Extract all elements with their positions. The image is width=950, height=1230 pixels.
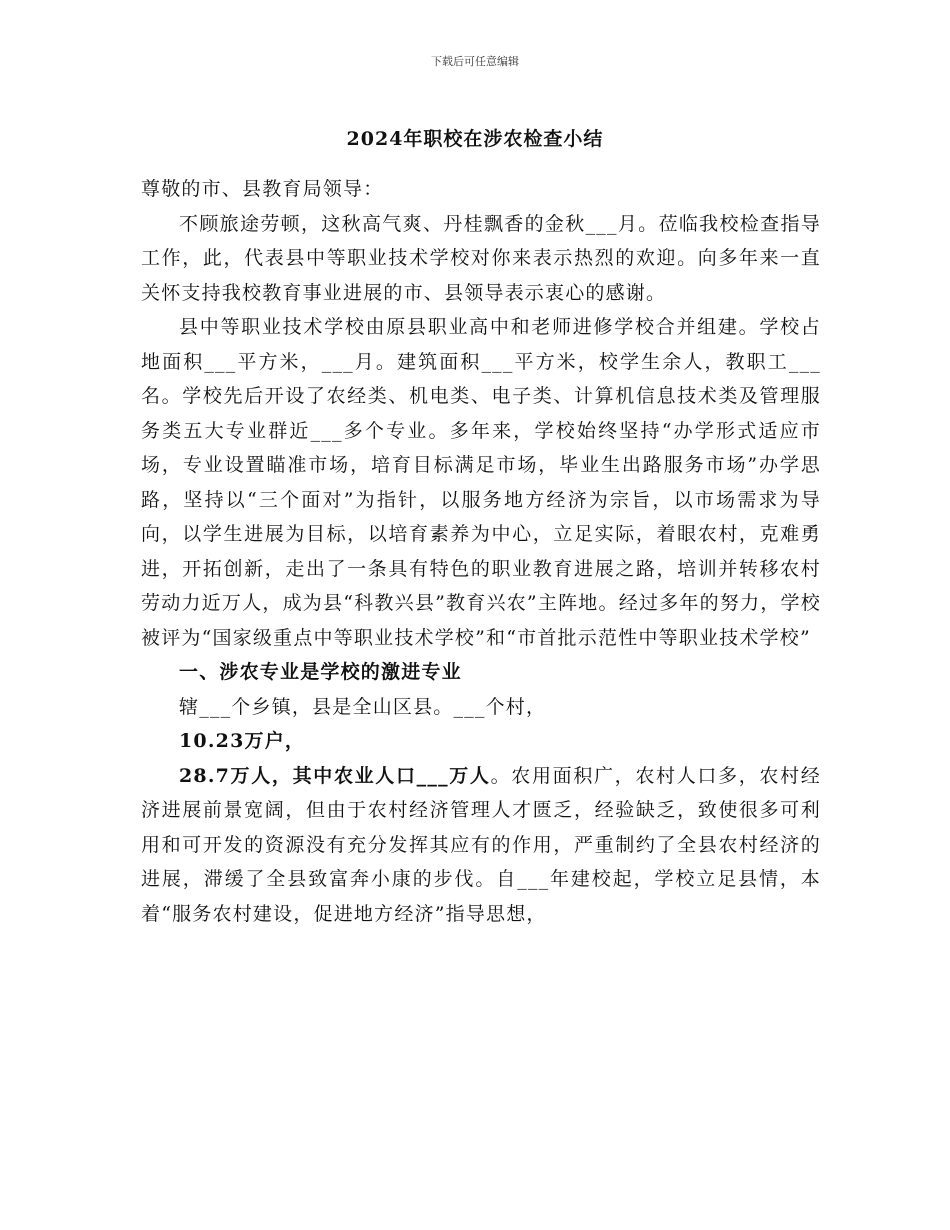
paragraph-households: 10.23万户，	[179, 730, 306, 752]
header-note: 下载后可任意编辑	[431, 55, 519, 68]
paragraph-welcome: 不顾旅途劳顿，这秋高气爽、丹桂飘香的金秋___月。莅临我校检查指导工作，此，代表县中等职业技术学校对你来表示热烈的欢迎。向多年来一直关怀支持我校教育事业进展的市、县领导表示衷心的感谢。	[141, 212, 821, 304]
population-text: 。农用面积广，农村人口多，农村经济进展前景宽阔，但由于农村经济管理人才匮乏，经验缺乏，致使很多可利用和可开发的资源没有充分发挥其应有的作用，严重制约了全县农村经济的进展，滞缓了全县致富奔小康的步伐。自___年建校起，学校立足县情，本着“服务农村建设，促进地方经济”指导思想，	[141, 764, 821, 925]
paragraph-school-intro: 县中等职业技术学校由原县职业高中和老师进修学校合并组建。学校占地面积___平方米，___月。建筑面积___平方米，校学生余人，教职工___名。学校先后开设了农经类、机电类、电子类、计算机信息技术类及管理服务类五大专业群近___多个专业。多年来，学校始终坚持“办学形式适应市场，专业设置瞄准市场，培育目标满足市场，毕业生出路服务市场”办学思路，坚持以“三个面对”为指针，以服务地方经济为宗旨，以市场需求为导向，以学生进展为目标，以培育素养为中心，立足实际，着眼农村，克难勇进，开拓创新，走出了一条具有特色的职业教育进展之路，培训并转移农村劳动力近万人，成为县“科教兴县”教育兴农”主阵地。经过多年的努力，学校被评为“国家级重点中等职业技术学校”和“市首批示范性中等职业技术学校”	[141, 316, 821, 649]
section-heading: 一、涉农专业是学校的激进专业	[179, 661, 462, 683]
salutation: 尊敬的市、县教育局领导：	[141, 178, 384, 200]
document-title: 2024年职校在涉农检查小结	[346, 128, 604, 150]
paragraph-county-info: 辖___个乡镇，县是全山区县。___个村，	[179, 695, 547, 718]
paragraph-population	[141, 759, 821, 932]
document-body	[141, 172, 821, 931]
population-bold-text: 28.7万人，其中农业人口___万人	[179, 764, 491, 787]
